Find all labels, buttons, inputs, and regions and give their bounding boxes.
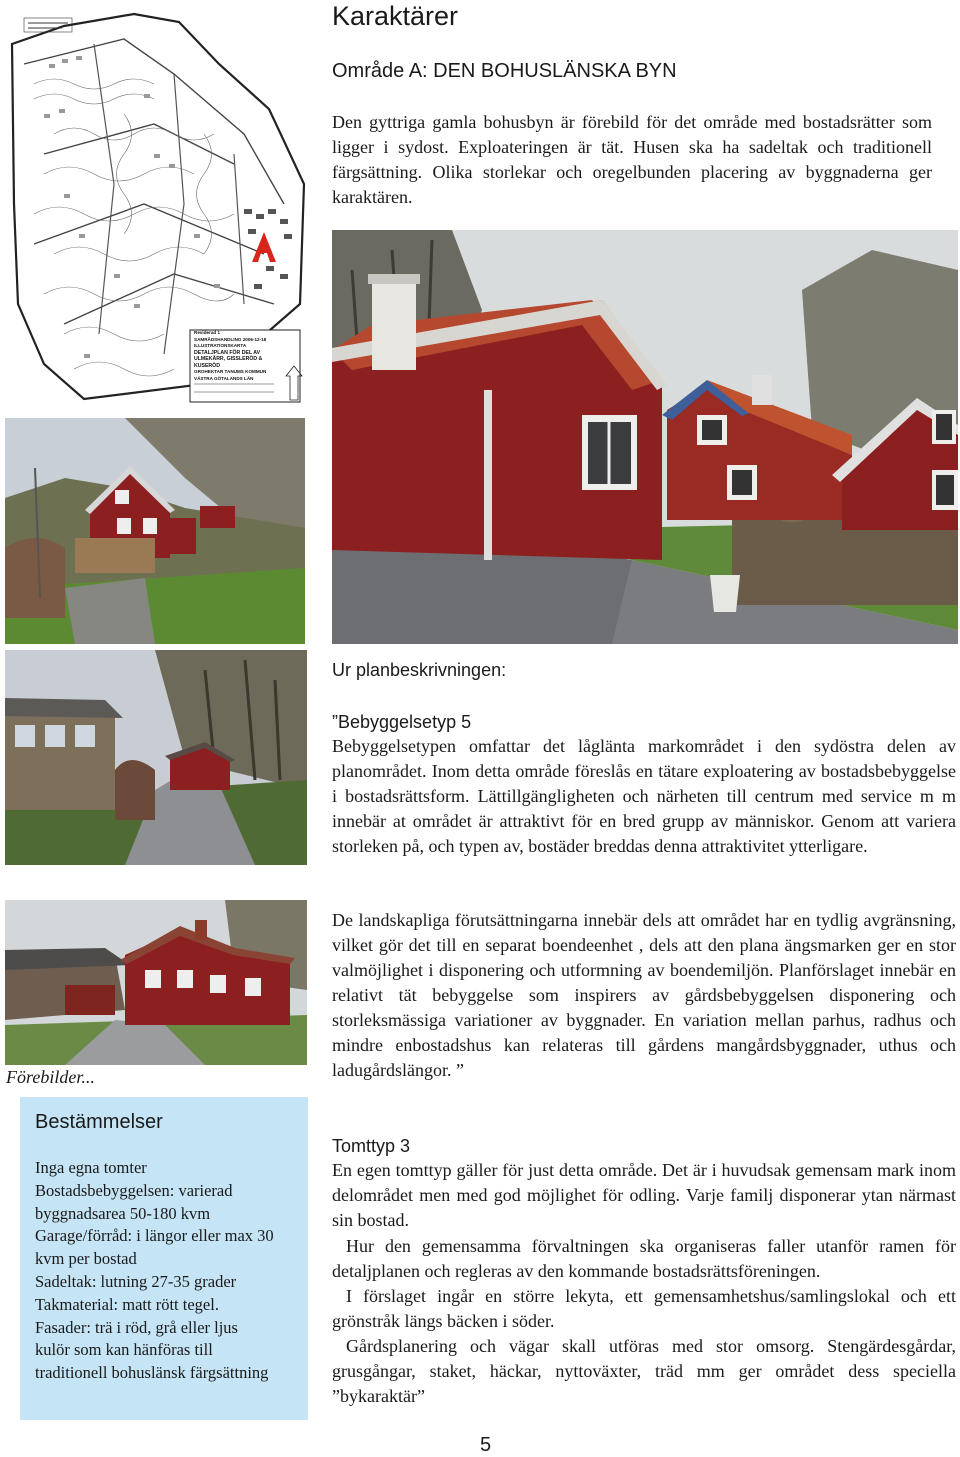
- quote-paragraph-2: De landskapliga förutsättningarna innebär dels att området har en tydlig avgränsning, vilket gör det till en separat boendeenhet , dels att den plana ängsmarken ger en stor valmöjlighet i disponering och utformning av boendemiljön. Planförslaget innebär en relativt tät bebyggelse som inspirers av gårdsbebyggelsen disponering och storleksmässiga variationer av byggnader. En variation mellan parhus, radhus och mindre enbostadshus kan relateras till gårdens mangårdsbyggnader, uthus och ladugårdslängor. ”: [332, 910, 956, 1080]
- tomttyp-p3: I förslaget ingår en större lekyta, ett gemensamhetshus/samlingslokal och ett grönstråk längs bäcken i söder.: [332, 1286, 956, 1331]
- photo-hill-house: [5, 418, 305, 644]
- bestammelser-list: [35, 1157, 275, 1385]
- rule-item: Sadeltak: lutning 27-35 grader: [35, 1271, 237, 1291]
- bestammelser-box: [20, 1097, 308, 1420]
- legend-line: Reviderad 1: [194, 330, 221, 335]
- rule-item: Fasader: trä i röd, grå eller ljus kulör som kan hänföras till traditionell bohuslänsk färgsättning: [35, 1317, 269, 1383]
- tomttyp-heading: Tomttyp 3: [332, 1136, 411, 1156]
- rule-item: Bostadsbebyggelsen: varierad byggnadsarea 50-180 kvm: [35, 1180, 233, 1223]
- photo-caption: Förebilder...: [6, 1067, 95, 1087]
- tomttyp-p1: En egen tomttyp gäller för just detta område. Det är i huvudsak gemensam mark inom delområdet men med god möjlighet för odling. Varje familj disponerar ytan närmast sin bostad.: [332, 1160, 956, 1230]
- legend-line: ILLUSTRATIONSKARTA: [194, 343, 247, 348]
- page-number: 5: [480, 1434, 492, 1456]
- photo-red-houses: [332, 230, 958, 644]
- quote-paragraph-1: Bebyggelsetypen omfattar det låglänta markområdet i den sydöstra delen av planområdet. Inom detta område föreslås en tätare exploatering av bostadsbebyggelse i bostadsrättsform. Lättillgängligheten och närheten till centrum med service m m innebär at området är attraktivt för en bred grupp av människor. Genom att variera storleken på, och typen av, bostäder breddas denna attraktivitet ytterligare.: [332, 736, 956, 856]
- quote-heading: Ur planbeskrivningen:: [332, 660, 507, 680]
- legend-line: GROHEKTAR TANUMS KOMMUN: [194, 369, 267, 374]
- bestammelser-title: Bestämmelser: [35, 1111, 163, 1133]
- tomttyp-p4: Gårdsplanering och vägar skall utföras med stor omsorg. Stengärdesgårdar, grusgångar, staket, häckar, nyttoväxter, träd mm ger området dess speciella ”bykaraktär”: [332, 1336, 956, 1406]
- rule-item: Inga egna tomter: [35, 1158, 147, 1177]
- intro-text: Den gyttriga gamla bohusbyn är förebild för det område med bostadsrätter som ligger i sydost. Exploateringen är tät. Husen ska ha sadeltak och traditionell färgsättning. Olika storlekar och oregelbunden placering av byggnaderna ger karaktären.: [332, 112, 932, 207]
- quote-subheading: ”Bebyggelsetyp 5: [332, 712, 472, 732]
- legend-line: SAMRÅDSHANDLING 2006-12-18: [194, 336, 267, 342]
- photo-village: [5, 900, 307, 1065]
- legend-line: DETALJPLAN FÖR DEL AV: [194, 349, 261, 356]
- rule-item: Garage/förråd: i längor eller max 30 kvm per bostad: [35, 1226, 274, 1269]
- rule-item: Takmaterial: matt rött tegel.: [35, 1294, 219, 1314]
- legend-line: VÄSTRA GÖTALANDS LÄN: [194, 375, 254, 381]
- map-legend: [194, 330, 282, 382]
- photo-road-houses: [5, 650, 307, 865]
- page-title: Karaktärer: [332, 1, 459, 31]
- tomttyp-p2: Hur den gemensamma förvaltningen ska organiseras faller utanför ramen för detaljplanen och regleras av den kommande bostadsrättsföreningen.: [332, 1236, 956, 1281]
- site-plan-map: [4, 4, 306, 406]
- legend-line: ULMEKÄRR, GISSLERÖD & KUSERÖD: [194, 356, 263, 369]
- section-title: Område A: DEN BOHUSLÄNSKA BYN: [332, 60, 677, 82]
